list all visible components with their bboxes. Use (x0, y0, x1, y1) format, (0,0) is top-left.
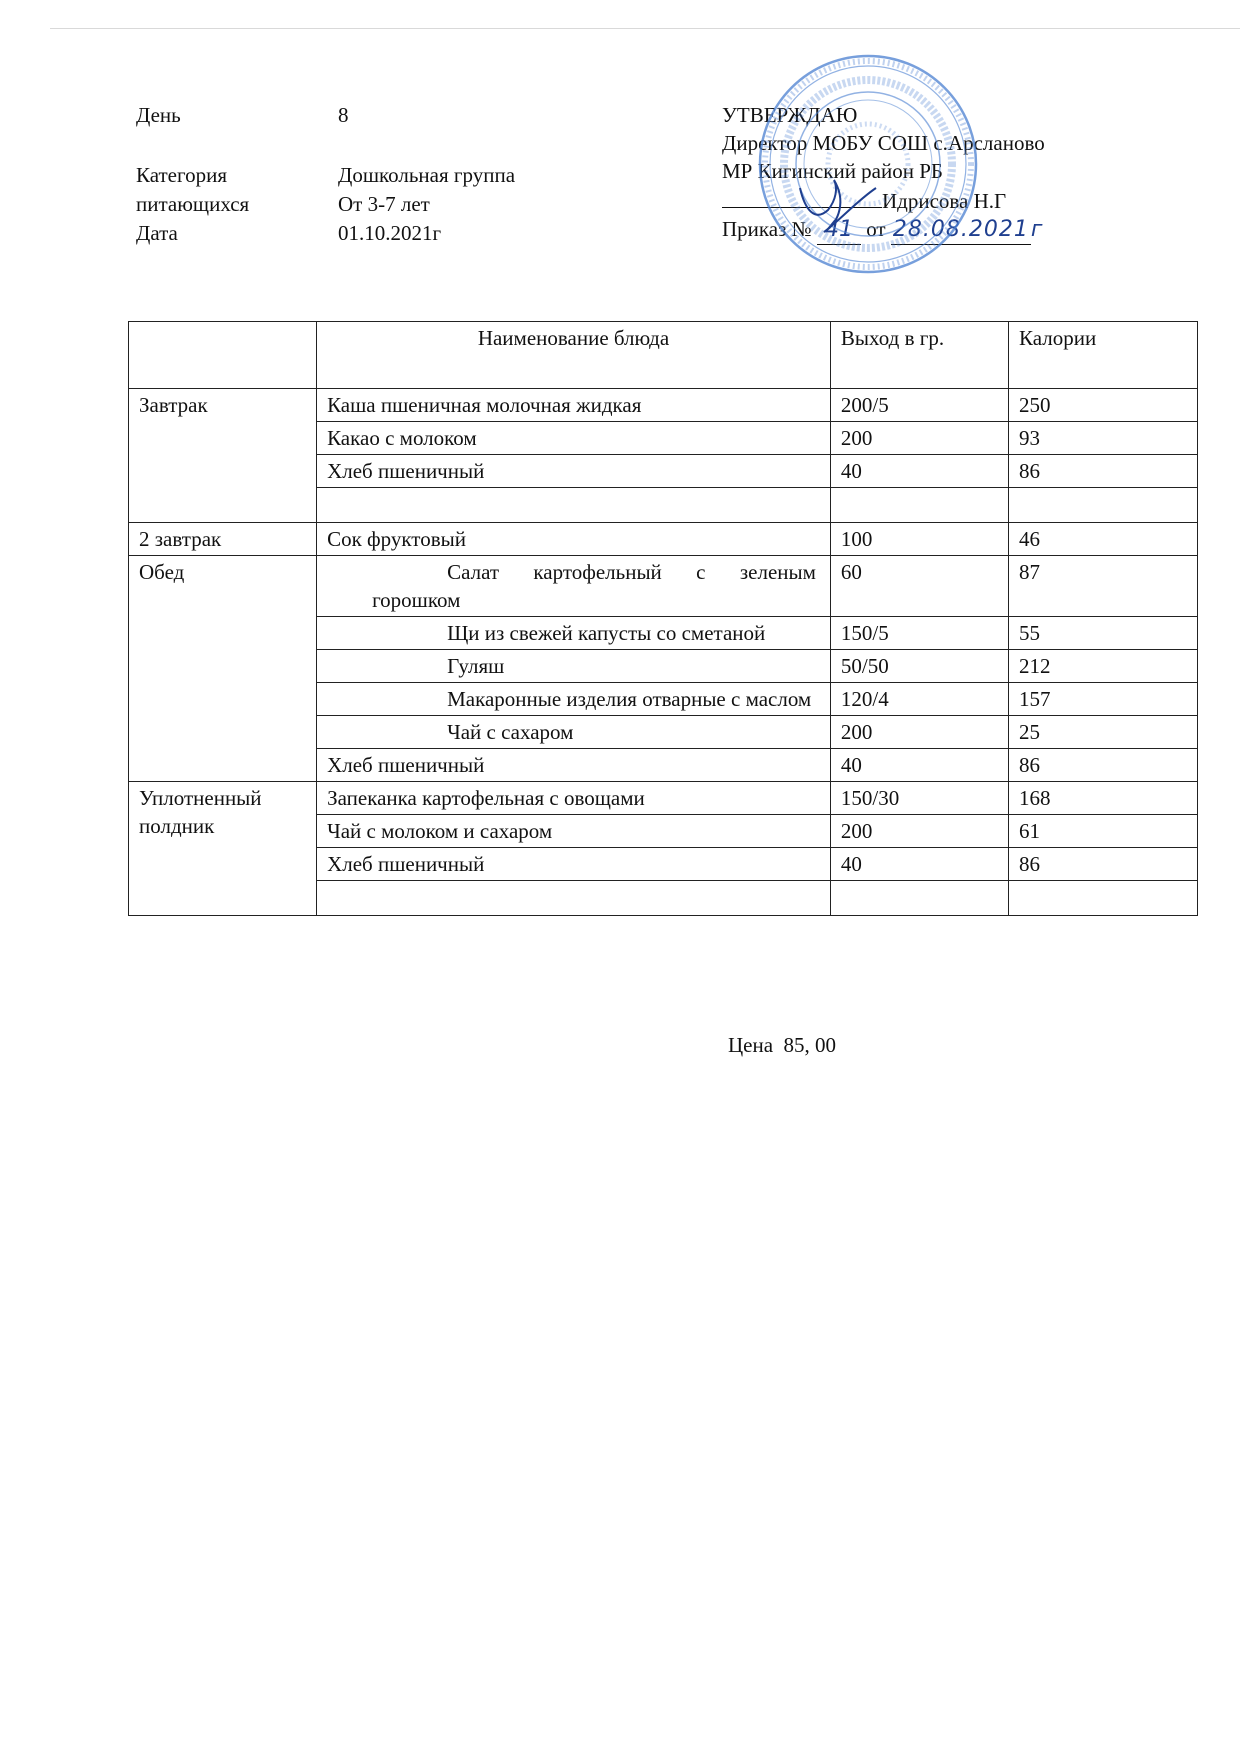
dish-cell: Сок фруктовый (317, 523, 831, 556)
dish-cell: Какао с молоком (317, 422, 831, 455)
dish-cell: Чай с молоком и сахаром (317, 815, 831, 848)
header-meal (129, 322, 317, 389)
output-cell: 40 (830, 749, 1008, 782)
output-cell (830, 488, 1008, 523)
output-cell: 40 (830, 848, 1008, 881)
calories-cell: 61 (1009, 815, 1198, 848)
approval-title: УТВЕРЖДАЮ (722, 103, 858, 127)
order-prefix: Приказ № (722, 217, 812, 241)
category-value: Дошкольная группа (338, 163, 516, 187)
table-row (129, 556, 1198, 617)
output-cell: 60 (830, 556, 1008, 617)
date-label: Дата (136, 221, 178, 245)
dish-cell: Щи из свежей капусты со сметаной (317, 617, 831, 650)
calories-cell: 157 (1009, 683, 1198, 716)
table-row (129, 782, 1198, 815)
calories-cell: 250 (1009, 389, 1198, 422)
calories-cell: 86 (1009, 455, 1198, 488)
dish-cell: Макаронные изделия отварные с маслом (317, 683, 831, 716)
calories-cell (1009, 488, 1198, 523)
day-value: 8 (338, 103, 349, 127)
meal-breakfast: Завтрак (129, 389, 317, 523)
calories-cell: 212 (1009, 650, 1198, 683)
dish-cell: Чай с сахаром (317, 716, 831, 749)
signature-icon (780, 170, 900, 240)
order-number: 41 (817, 216, 861, 245)
calories-cell (1009, 881, 1198, 916)
signer-name: Идрисова Н.Г (882, 189, 1007, 213)
age-value: От 3-7 лет (338, 192, 430, 216)
output-cell: 100 (830, 523, 1008, 556)
day-label: День (136, 103, 181, 127)
calories-cell: 86 (1009, 848, 1198, 881)
header-dish: Наименование блюда (317, 322, 831, 389)
table-row (129, 523, 1198, 556)
dish-cell: Салат картофельный с зеленым горошком (317, 556, 831, 617)
approval-district: МР Кигинский район РБ (722, 159, 943, 183)
calories-cell: 25 (1009, 716, 1198, 749)
output-cell (830, 881, 1008, 916)
order-date: 28.08.2021 (891, 216, 1031, 245)
output-cell: 200 (830, 716, 1008, 749)
meal-snack: Уплотненный полдник (129, 782, 317, 916)
category-label: Категория (136, 163, 227, 187)
dish-cell: Хлеб пшеничный (317, 455, 831, 488)
output-cell: 150/5 (830, 617, 1008, 650)
table-row (129, 389, 1198, 422)
dish-cell: Каша пшеничная молочная жидкая (317, 389, 831, 422)
dish-cell (317, 488, 831, 523)
dish-cell (317, 881, 831, 916)
category-label-2: питающихся (136, 192, 250, 216)
calories-cell: 86 (1009, 749, 1198, 782)
dish-cell: Запеканка картофельная с овощами (317, 782, 831, 815)
meal-lunch: Обед (129, 556, 317, 782)
calories-cell: 168 (1009, 782, 1198, 815)
output-cell: 200/5 (830, 389, 1008, 422)
header-output: Выход в гр. (830, 322, 1008, 389)
calories-cell: 87 (1009, 556, 1198, 617)
calories-cell: 55 (1009, 617, 1198, 650)
output-cell: 200 (830, 815, 1008, 848)
output-cell: 40 (830, 455, 1008, 488)
dish-cell: Хлеб пшеничный (317, 848, 831, 881)
output-cell: 120/4 (830, 683, 1008, 716)
header-calories: Калории (1009, 322, 1198, 389)
date-value: 01.10.2021г (338, 221, 442, 245)
calories-cell: 46 (1009, 523, 1198, 556)
meal-second-breakfast: 2 завтрак (129, 523, 317, 556)
dish-cell: Гуляш (317, 650, 831, 683)
output-cell: 200 (830, 422, 1008, 455)
price-text: Цена 85, 00 (728, 1033, 837, 1057)
scan-edge-line (50, 28, 1240, 29)
calories-cell: 93 (1009, 422, 1198, 455)
order-from: от (866, 217, 886, 241)
table-header-row (129, 322, 1198, 389)
approval-position: Директор МОБУ СОШ с.Арсланово (722, 131, 1045, 155)
output-cell: 150/30 (830, 782, 1008, 815)
dish-cell: Хлеб пшеничный (317, 749, 831, 782)
output-cell: 50/50 (830, 650, 1008, 683)
order-suffix: г (1030, 217, 1043, 242)
menu-table (128, 321, 1198, 916)
